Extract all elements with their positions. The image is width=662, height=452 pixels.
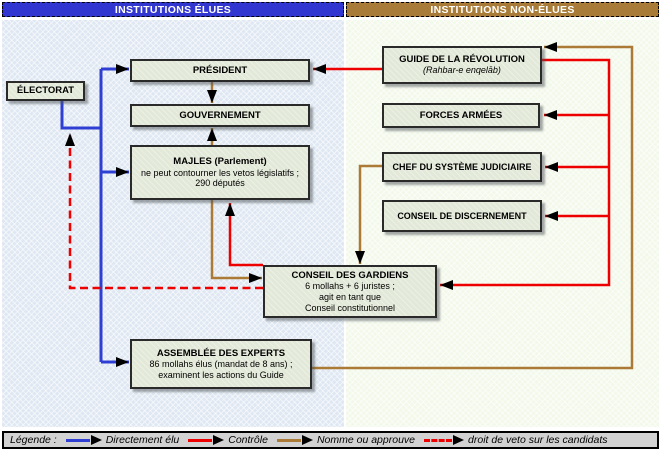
box-majles-deputies: 290 députés [195,178,245,189]
legend-item-label: Contrôle [228,434,268,446]
box-gouvernement [130,104,310,127]
box-president-title: PRÉSIDENT [192,64,248,76]
box-experts-title: ASSEMBLÉE DES EXPERTS [156,347,286,359]
box-experts-composition: 86 mollahs élus (mandat de 8 ans) ; [149,359,293,370]
box-chef-judiciaire [382,152,542,182]
legend-item-veto [424,434,608,446]
blue-arrow-icon [66,439,90,442]
legend-bar [2,431,659,449]
box-discernement-title: CONSEIL DE DISCERNEMENT [397,210,527,221]
box-president [130,59,310,82]
box-guide-title: GUIDE DE LA RÉVOLUTION [399,53,525,65]
box-gouvernement-title: GOUVERNEMENT [179,109,261,121]
box-conseil-gardiens [263,265,437,318]
legend-item-label: Directement élu [105,434,180,446]
legend-label: Légende : [10,434,57,446]
box-electorat [6,81,85,101]
arrowhead-icon [213,435,224,445]
red-arrow-icon [188,439,212,442]
arrowhead-icon [91,435,102,445]
box-gardiens-title: CONSEIL DES GARDIENS [291,269,409,281]
red-dashed-arrow-icon [424,439,452,442]
header-elected-institutions: INSTITUTIONS ÉLUES [2,2,344,17]
box-gardiens-role2: Conseil constitutionnel [304,302,396,313]
box-majles-title: MAJLES (Parlement) [173,156,267,168]
brown-arrow-icon [277,439,301,442]
legend-item-control [188,434,268,446]
header-non-elected-institutions: INSTITUTIONS NON-ÉLUES [346,2,659,17]
box-forces-title: FORCES ARMÉES [419,109,503,121]
box-forces-armees [382,103,540,128]
box-chef-title: CHEF DU SYSTÈME JUDICIAIRE [392,161,532,172]
box-assemblee-experts [130,339,312,389]
box-majles-note: ne peut contourner les vetos législatifs ; [140,167,300,178]
legend-item-directly-elected [66,434,180,446]
arrowhead-icon [302,435,313,445]
box-majles [130,145,310,200]
box-guide-subtitle: (Rahbar-e enqelāb) [423,65,501,76]
box-gardiens-composition: 6 mollahs + 6 juristes ; [305,281,395,292]
legend-item-nominates [277,434,415,446]
legend-item-label: droit de veto sur les candidats [468,434,608,446]
arrowhead-icon [453,435,464,445]
legend-item-label: Nomme ou approuve [316,434,416,446]
box-guide-revolution [382,46,542,84]
box-discernement [382,200,542,232]
box-gardiens-role1: agit en tant que [318,291,382,302]
box-experts-role: examinent les actions du Guide [158,369,284,380]
box-electorat-title: ÉLECTORAT [16,85,75,97]
